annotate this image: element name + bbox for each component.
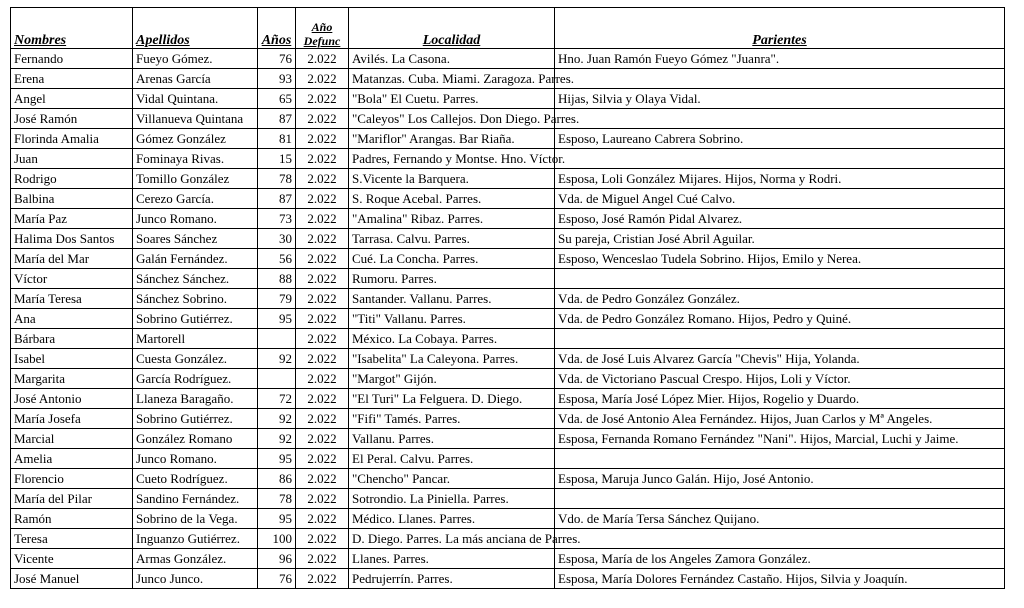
- cell-apellidos: Gómez González: [133, 129, 258, 149]
- cell-nombre: Erena: [11, 69, 133, 89]
- cell-apellidos: Inguanzo Gutiérrez.: [133, 529, 258, 549]
- table-row: [11, 169, 1005, 189]
- cell-anos: 100: [258, 529, 296, 549]
- cell-nombre: Ramón: [11, 509, 133, 529]
- cell-nombre: Margarita: [11, 369, 133, 389]
- cell-anos: 92: [258, 349, 296, 369]
- cell-parientes: Esposa, María Dolores Fernández Castaño. Hijos, Silvia y Joaquín.: [555, 569, 1005, 589]
- cell-ano-defunc: 2.022: [296, 169, 349, 189]
- cell-localidad: S.Vicente la Barquera.: [349, 169, 555, 189]
- cell-parientes: Vda. de José Luis Alvarez García "Chevis" Hija, Yolanda.: [555, 349, 1005, 369]
- cell-localidad: "Chencho" Pancar.: [349, 469, 555, 489]
- cell-parientes: Esposa, María de los Angeles Zamora González.: [555, 549, 1005, 569]
- cell-apellidos: Junco Romano.: [133, 449, 258, 469]
- cell-parientes: Hno. Juan Ramón Fueyo Gómez "Juanra".: [555, 49, 1005, 69]
- cell-nombre: Rodrigo: [11, 169, 133, 189]
- cell-ano-defunc: 2.022: [296, 369, 349, 389]
- cell-ano-defunc: 2.022: [296, 489, 349, 509]
- cell-anos: 65: [258, 89, 296, 109]
- cell-parientes: Esposa, María José López Mier. Hijos, Rogelio y Duardo.: [555, 389, 1005, 409]
- cell-nombre: Amelia: [11, 449, 133, 469]
- cell-parientes: [555, 269, 1005, 289]
- cell-nombre: Angel: [11, 89, 133, 109]
- cell-anos: 95: [258, 449, 296, 469]
- cell-parientes: Su pareja, Cristian José Abril Aguilar.: [555, 229, 1005, 249]
- cell-ano-defunc: 2.022: [296, 49, 349, 69]
- cell-ano-defunc: 2.022: [296, 209, 349, 229]
- cell-localidad: S. Roque Acebal. Parres.: [349, 189, 555, 209]
- table-row: [11, 149, 1005, 169]
- cell-apellidos: Soares Sánchez: [133, 229, 258, 249]
- cell-localidad: Sotrondio. La Piniella. Parres.: [349, 489, 555, 509]
- table-row: [11, 569, 1005, 589]
- cell-localidad: El Peral. Calvu. Parres.: [349, 449, 555, 469]
- cell-apellidos: Sánchez Sobrino.: [133, 289, 258, 309]
- cell-ano-defunc: 2.022: [296, 349, 349, 369]
- cell-nombre: María Josefa: [11, 409, 133, 429]
- table-row: [11, 209, 1005, 229]
- cell-nombre: Florencio: [11, 469, 133, 489]
- cell-anos: [258, 329, 296, 349]
- cell-nombre: Balbina: [11, 189, 133, 209]
- cell-nombre: María del Pilar: [11, 489, 133, 509]
- cell-localidad: Cué. La Concha. Parres.: [349, 249, 555, 269]
- cell-localidad: "Mariflor" Arangas. Bar Riaña.: [349, 129, 555, 149]
- cell-parientes: Vda. de Pedro González Romano. Hijos, Pedro y Quiné.: [555, 309, 1005, 329]
- cell-localidad: México. La Cobaya. Parres.: [349, 329, 555, 349]
- cell-apellidos: Sobrino de la Vega.: [133, 509, 258, 529]
- table-row: [11, 389, 1005, 409]
- cell-parientes: Esposa, Loli González Mijares. Hijos, Norma y Rodri.: [555, 169, 1005, 189]
- header-nombres: Nombres: [11, 8, 133, 49]
- cell-apellidos: Junco Romano.: [133, 209, 258, 229]
- cell-parientes: Hijas, Silvia y Olaya Vidal.: [555, 89, 1005, 109]
- table-row: [11, 429, 1005, 449]
- cell-apellidos: Martorell: [133, 329, 258, 349]
- cell-parientes: Esposo, Laureano Cabrera Sobrino.: [555, 129, 1005, 149]
- cell-parientes: Vdo. de María Tersa Sánchez Quijano.: [555, 509, 1005, 529]
- header-row: [11, 8, 1005, 49]
- cell-anos: 86: [258, 469, 296, 489]
- table-row: [11, 349, 1005, 369]
- cell-nombre: Ana: [11, 309, 133, 329]
- cell-anos: 95: [258, 509, 296, 529]
- table-row: [11, 549, 1005, 569]
- cell-localidad: Matanzas. Cuba. Miami. Zaragoza. Parres.: [349, 69, 555, 89]
- cell-parientes: [555, 449, 1005, 469]
- cell-anos: 76: [258, 569, 296, 589]
- cell-localidad: "Margot" Gijón.: [349, 369, 555, 389]
- cell-nombre: Florinda Amalia: [11, 129, 133, 149]
- table-row: [11, 249, 1005, 269]
- cell-ano-defunc: 2.022: [296, 69, 349, 89]
- cell-ano-defunc: 2.022: [296, 549, 349, 569]
- cell-ano-defunc: 2.022: [296, 229, 349, 249]
- cell-ano-defunc: 2.022: [296, 89, 349, 109]
- cell-localidad: Llanes. Parres.: [349, 549, 555, 569]
- table-row: [11, 369, 1005, 389]
- cell-anos: 78: [258, 489, 296, 509]
- cell-parientes: [555, 109, 1005, 129]
- cell-anos: 88: [258, 269, 296, 289]
- cell-ano-defunc: 2.022: [296, 129, 349, 149]
- header-anos: Años: [258, 8, 296, 49]
- cell-apellidos: Cerezo García.: [133, 189, 258, 209]
- table-row: [11, 469, 1005, 489]
- header-apellidos: Apellidos: [133, 8, 258, 49]
- cell-nombre: José Antonio: [11, 389, 133, 409]
- cell-apellidos: Cueto Rodríguez.: [133, 469, 258, 489]
- cell-apellidos: Tomillo González: [133, 169, 258, 189]
- cell-anos: 56: [258, 249, 296, 269]
- cell-parientes: Esposo, José Ramón Pidal Alvarez.: [555, 209, 1005, 229]
- cell-anos: [258, 369, 296, 389]
- cell-parientes: Vda. de Pedro González González.: [555, 289, 1005, 309]
- header-localidad: Localidad: [349, 8, 555, 49]
- cell-nombre: Teresa: [11, 529, 133, 549]
- table-body: [11, 49, 1005, 589]
- cell-anos: 95: [258, 309, 296, 329]
- header-ano-defunc: [296, 8, 349, 49]
- cell-anos: 93: [258, 69, 296, 89]
- cell-ano-defunc: 2.022: [296, 569, 349, 589]
- cell-ano-defunc: 2.022: [296, 509, 349, 529]
- cell-nombre: Fernando: [11, 49, 133, 69]
- table-row: [11, 129, 1005, 149]
- cell-nombre: Juan: [11, 149, 133, 169]
- cell-anos: 15: [258, 149, 296, 169]
- cell-ano-defunc: 2.022: [296, 329, 349, 349]
- table-row: [11, 489, 1005, 509]
- cell-ano-defunc: 2.022: [296, 149, 349, 169]
- cell-ano-defunc: 2.022: [296, 449, 349, 469]
- table-row: [11, 309, 1005, 329]
- cell-ano-defunc: 2.022: [296, 189, 349, 209]
- cell-ano-defunc: 2.022: [296, 429, 349, 449]
- cell-localidad: Avilés. La Casona.: [349, 49, 555, 69]
- cell-nombre: María Teresa: [11, 289, 133, 309]
- cell-localidad: Vallanu. Parres.: [349, 429, 555, 449]
- header-ano-defunc-line2: Defunc: [303, 34, 341, 48]
- cell-anos: 96: [258, 549, 296, 569]
- cell-ano-defunc: 2.022: [296, 289, 349, 309]
- cell-localidad: Padres, Fernando y Montse. Hno. Víctor.: [349, 149, 555, 169]
- cell-apellidos: Fueyo Gómez.: [133, 49, 258, 69]
- cell-anos: 87: [258, 109, 296, 129]
- cell-ano-defunc: 2.022: [296, 409, 349, 429]
- cell-nombre: Halima Dos Santos: [11, 229, 133, 249]
- header-ano-defunc-line1: Año: [311, 20, 333, 34]
- cell-ano-defunc: 2.022: [296, 249, 349, 269]
- cell-apellidos: Armas González.: [133, 549, 258, 569]
- cell-parientes: [555, 529, 1005, 549]
- cell-localidad: "El Turi" La Felguera. D. Diego.: [349, 389, 555, 409]
- cell-localidad: Médico. Llanes. Parres.: [349, 509, 555, 529]
- cell-localidad: Rumoru. Parres.: [349, 269, 555, 289]
- cell-ano-defunc: 2.022: [296, 529, 349, 549]
- cell-anos: 81: [258, 129, 296, 149]
- cell-ano-defunc: 2.022: [296, 109, 349, 129]
- deaths-table: [10, 7, 1005, 589]
- table-row: [11, 529, 1005, 549]
- cell-localidad: D. Diego. Parres. La más anciana de Parres.: [349, 529, 555, 549]
- cell-localidad: "Bola" El Cuetu. Parres.: [349, 89, 555, 109]
- table-row: [11, 229, 1005, 249]
- cell-ano-defunc: 2.022: [296, 469, 349, 489]
- header-parientes: Parientes: [555, 8, 1005, 49]
- cell-nombre: Bárbara: [11, 329, 133, 349]
- cell-anos: 79: [258, 289, 296, 309]
- cell-anos: 92: [258, 429, 296, 449]
- cell-localidad: "Isabelita" La Caleyona. Parres.: [349, 349, 555, 369]
- cell-parientes: [555, 69, 1005, 89]
- cell-apellidos: García Rodríguez.: [133, 369, 258, 389]
- table-row: [11, 69, 1005, 89]
- cell-nombre: Víctor: [11, 269, 133, 289]
- cell-apellidos: Junco Junco.: [133, 569, 258, 589]
- cell-apellidos: Vidal Quintana.: [133, 89, 258, 109]
- cell-apellidos: Llaneza Baragaño.: [133, 389, 258, 409]
- cell-parientes: Esposo, Wenceslao Tudela Sobrino. Hijos, Emilo y Nerea.: [555, 249, 1005, 269]
- cell-localidad: Santander. Vallanu. Parres.: [349, 289, 555, 309]
- cell-nombre: Isabel: [11, 349, 133, 369]
- table-row: [11, 409, 1005, 429]
- cell-parientes: [555, 329, 1005, 349]
- cell-apellidos: Galán Fernández.: [133, 249, 258, 269]
- table-row: [11, 289, 1005, 309]
- cell-anos: 76: [258, 49, 296, 69]
- cell-parientes: Esposa, Maruja Junco Galán. Hijo, José Antonio.: [555, 469, 1005, 489]
- cell-ano-defunc: 2.022: [296, 309, 349, 329]
- cell-parientes: [555, 149, 1005, 169]
- cell-apellidos: Cuesta González.: [133, 349, 258, 369]
- cell-apellidos: Arenas García: [133, 69, 258, 89]
- cell-nombre: María Paz: [11, 209, 133, 229]
- table-row: [11, 49, 1005, 69]
- cell-anos: 72: [258, 389, 296, 409]
- cell-localidad: Tarrasa. Calvu. Parres.: [349, 229, 555, 249]
- cell-apellidos: González Romano: [133, 429, 258, 449]
- table-header: [11, 8, 1005, 49]
- cell-localidad: "Amalina" Ribaz. Parres.: [349, 209, 555, 229]
- cell-localidad: "Caleyos" Los Callejos. Don Diego. Parres.: [349, 109, 555, 129]
- cell-parientes: Vda. de Victoriano Pascual Crespo. Hijos, Loli y Víctor.: [555, 369, 1005, 389]
- cell-anos: 87: [258, 189, 296, 209]
- table-row: [11, 329, 1005, 349]
- cell-anos: 73: [258, 209, 296, 229]
- cell-anos: 78: [258, 169, 296, 189]
- cell-anos: 30: [258, 229, 296, 249]
- cell-nombre: José Manuel: [11, 569, 133, 589]
- cell-parientes: Esposa, Fernanda Romano Fernández "Nani". Hijos, Marcial, Luchi y Jaime.: [555, 429, 1005, 449]
- cell-ano-defunc: 2.022: [296, 389, 349, 409]
- table-row: [11, 509, 1005, 529]
- cell-localidad: Pedrujerrín. Parres.: [349, 569, 555, 589]
- cell-nombre: José Ramón: [11, 109, 133, 129]
- cell-apellidos: Sánchez Sánchez.: [133, 269, 258, 289]
- table-row: [11, 449, 1005, 469]
- cell-nombre: María del Mar: [11, 249, 133, 269]
- table-row: [11, 89, 1005, 109]
- cell-ano-defunc: 2.022: [296, 269, 349, 289]
- cell-apellidos: Villanueva Quintana: [133, 109, 258, 129]
- cell-apellidos: Sobrino Gutiérrez.: [133, 409, 258, 429]
- cell-apellidos: Sobrino Gutiérrez.: [133, 309, 258, 329]
- cell-localidad: "Titi" Vallanu. Parres.: [349, 309, 555, 329]
- cell-nombre: Vicente: [11, 549, 133, 569]
- cell-parientes: Vda. de Miguel Angel Cué Calvo.: [555, 189, 1005, 209]
- table-row: [11, 269, 1005, 289]
- cell-nombre: Marcial: [11, 429, 133, 449]
- cell-apellidos: Sandino Fernández.: [133, 489, 258, 509]
- cell-parientes: Vda. de José Antonio Alea Fernández. Hijos, Juan Carlos y Mª Angeles.: [555, 409, 1005, 429]
- cell-parientes: [555, 489, 1005, 509]
- cell-anos: 92: [258, 409, 296, 429]
- cell-apellidos: Fominaya Rivas.: [133, 149, 258, 169]
- table-row: [11, 109, 1005, 129]
- table-row: [11, 189, 1005, 209]
- cell-localidad: "Fifi" Tamés. Parres.: [349, 409, 555, 429]
